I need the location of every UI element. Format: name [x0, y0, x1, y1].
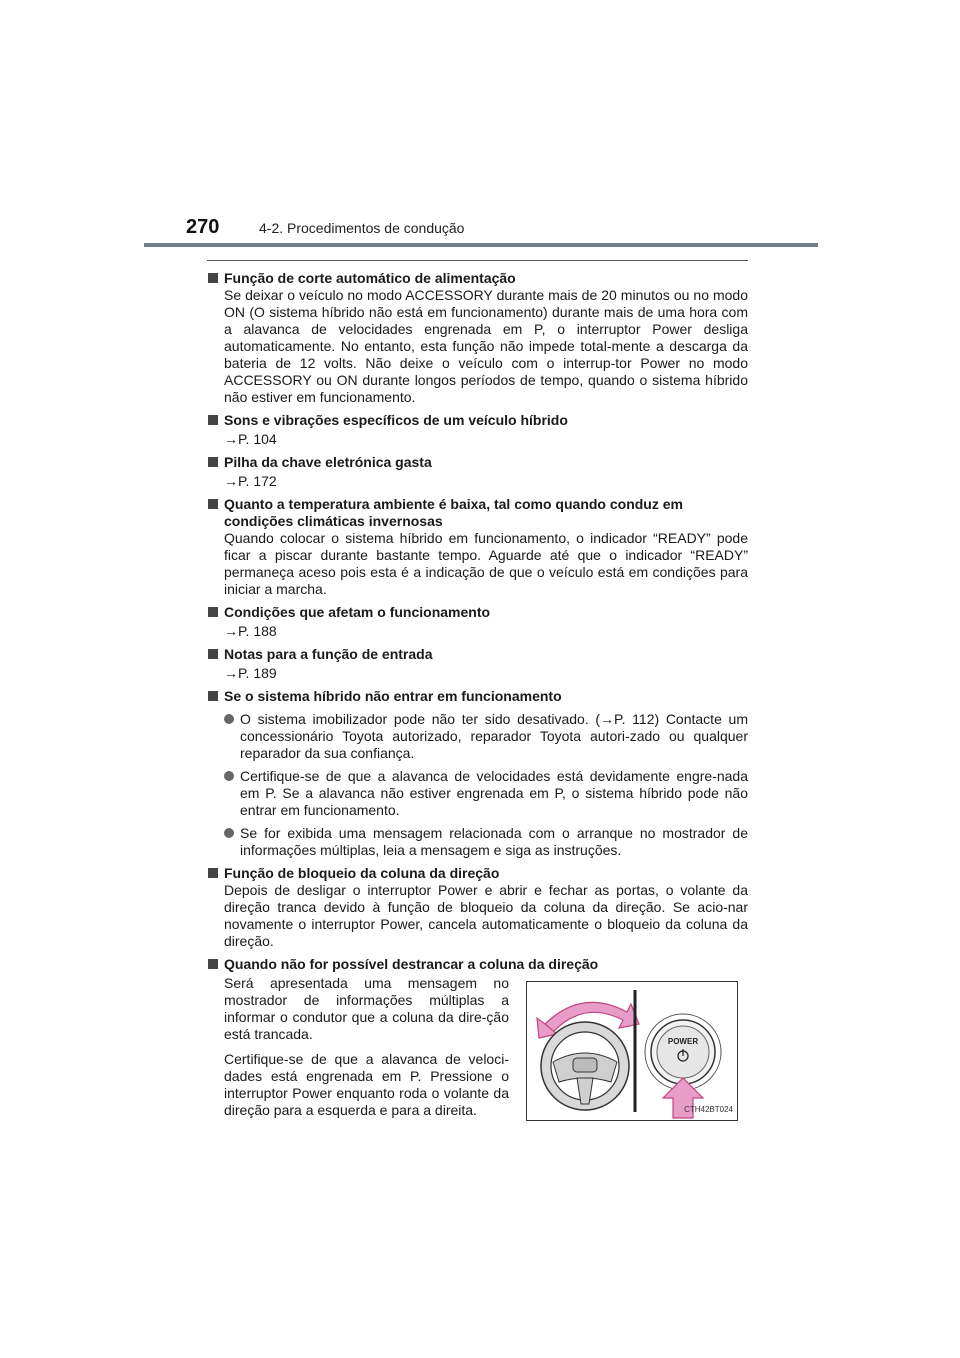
square-bullet-icon — [208, 607, 218, 617]
steering-wheel-power-illustration — [527, 982, 737, 1120]
square-bullet-icon — [208, 691, 218, 701]
section-heading: Pilha da chave eletrónica gasta — [208, 454, 748, 471]
square-bullet-icon — [208, 868, 218, 878]
steering-power-figure — [526, 981, 738, 1121]
page-reference-link[interactable]: →P. 172 — [224, 473, 277, 489]
square-bullet-icon — [208, 499, 218, 509]
section-heading: Quanto a temperatura ambiente é baixa, tal como quando conduz em condições climáticas invernosas — [208, 496, 748, 530]
page-reference-link[interactable]: →P. 188 — [224, 623, 277, 639]
section-heading: Condições que afetam o funcionamento — [208, 604, 748, 621]
square-bullet-icon — [208, 959, 218, 969]
page-number: 270 — [186, 216, 220, 238]
square-bullet-icon — [208, 415, 218, 425]
figure-code: CTH42BT024 — [684, 1105, 733, 1114]
round-bullet-icon — [224, 771, 234, 781]
header-rule — [144, 243, 818, 247]
paragraph: Certifique-se de que a alavanca de veloci-dades está engrenada em P. Pressione o interruptor Power enquanto roda o volante da direção para a esquerda e para a direita. — [224, 1051, 509, 1118]
page-reference-link[interactable]: →P. 189 — [224, 665, 277, 681]
paragraph: Será apresentada uma mensagem no mostrador de informações múltiplas a informar o condutor que a coluna da dire-ção está trancada. — [224, 975, 509, 1042]
list-item: Certifique-se de que a alavanca de velocidades está devidamente engre-nada em P. Se a alavanca não estiver engrenada em P, o sistema híbrido pode não entrar em funcionamento. — [208, 768, 748, 819]
section-body: Se deixar o veículo no modo ACCESSORY durante mais de 20 minutos ou no modo ON (O sistema híbrido não está em funcionamento) durante mais de uma hora com a alavanca de velocidades engrenada em P, o interruptor Power desliga automaticamente. No entanto, esta função não impede total-mente a descarga da bateria de 12 volts. Não deixe o veículo com o interrup-tor Power no modo ACCESSORY ou ON durante longos períodos de tempo, quando o sistema híbrido não estiver em funcionamento. — [224, 287, 748, 405]
power-button-label: POWER — [667, 1037, 699, 1046]
section-body — [224, 975, 509, 1127]
list-item: O sistema imobilizador pode não ter sido desativado. (→P. 112) Contacte um concessionário Toyota autorizado, reparador Toyota autori-zado ou qualquer reparador da sua confiança. — [208, 711, 748, 762]
content — [208, 264, 748, 1145]
section-body: Quando colocar o sistema híbrido em funcionamento, o indicador “READY” pode ficar a piscar durante bastante tempo. Aguarde até que o indicador “READY” permaneça aceso pois esta é a indicação de que o veículo está em condições para iniciar a marcha. — [224, 530, 748, 597]
page-header — [0, 0, 960, 250]
list-item: Se for exibida uma mensagem relacionada com o arranque no mostrador de informações múltiplas, leia a mensagem e siga as instruções. — [208, 825, 748, 859]
section-body: Depois de desligar o interruptor Power e abrir e fechar as portas, o volante da direção tranca devido à função de bloqueio da coluna da direção. Se acio-nar novamente o interruptor Power, cancela automaticamente o bloqueio da coluna da direção. — [224, 882, 748, 949]
round-bullet-icon — [224, 828, 234, 838]
square-bullet-icon — [208, 457, 218, 467]
square-bullet-icon — [208, 649, 218, 659]
section-heading: Notas para a função de entrada — [208, 646, 748, 663]
section-heading: Se o sistema híbrido não entrar em funcionamento — [208, 688, 748, 705]
section-with-figure — [208, 975, 748, 1145]
section-heading: Função de bloqueio da coluna da direção — [208, 865, 748, 882]
round-bullet-icon — [224, 714, 234, 724]
section-heading: Função de corte automático de alimentação — [208, 270, 748, 287]
square-bullet-icon — [208, 273, 218, 283]
chapter-title: 4-2. Procedimentos de condução — [259, 220, 465, 236]
steering-wheel-icon — [541, 1022, 629, 1110]
section-heading: Sons e vibrações específicos de um veículo híbrido — [208, 412, 748, 429]
section-heading: Quando não for possível destrancar a coluna da direção — [208, 956, 748, 973]
page-reference-link[interactable]: →P. 104 — [224, 431, 277, 447]
content-rule — [207, 260, 748, 261]
